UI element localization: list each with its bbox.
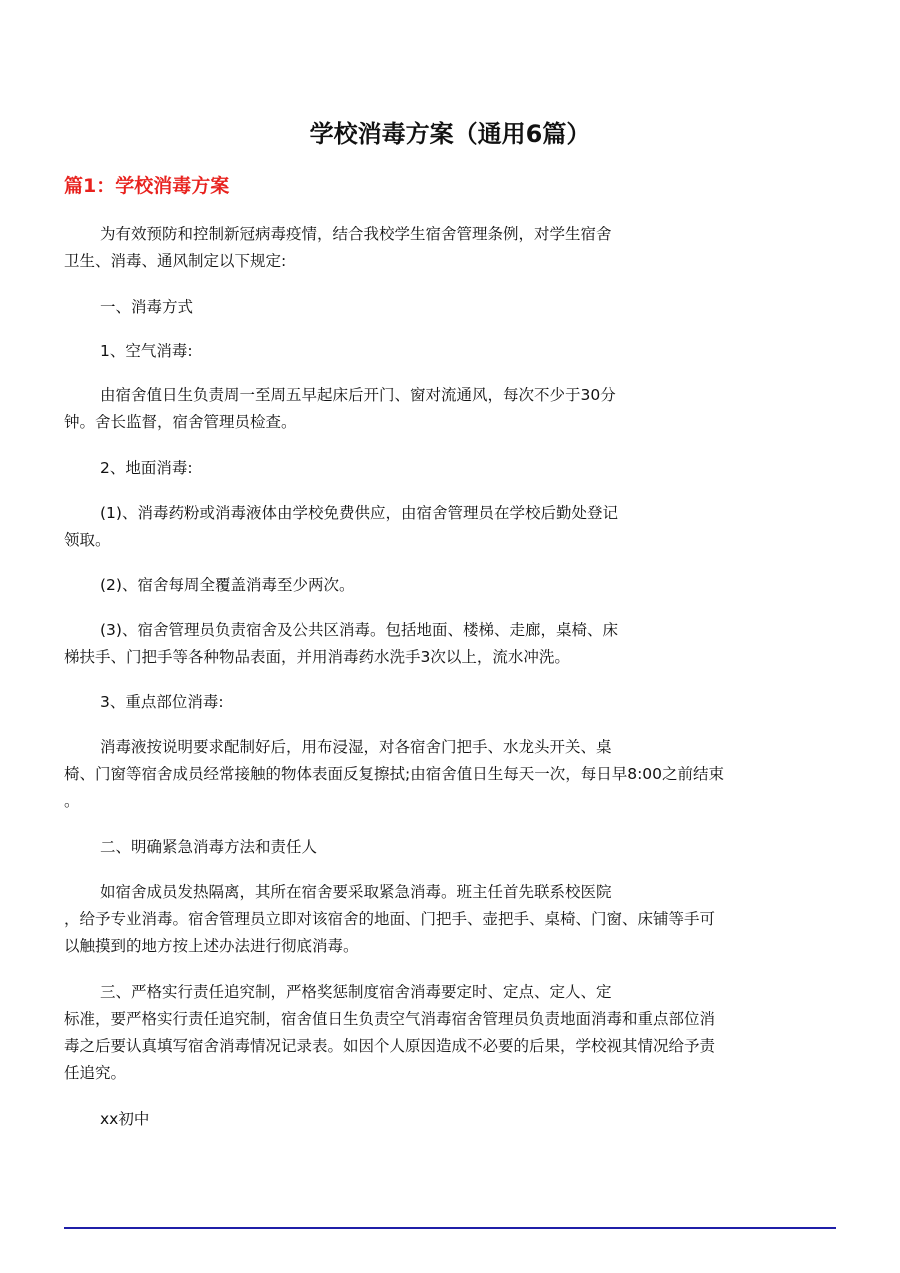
paragraph-line: 领取。: [64, 531, 111, 549]
paragraph-emergency: [64, 879, 836, 960]
paragraph-line: 1、空气消毒:: [100, 342, 193, 360]
heading-key-area-disinfection: [64, 689, 836, 716]
paragraph-line: (3)、宿舍管理员负责宿舍及公共区消毒。包括地面、楼梯、走廊，桌椅、床: [100, 621, 618, 639]
paragraph-line: 2、地面消毒:: [100, 459, 193, 477]
document-title: 学校消毒方案（通用6篇）: [309, 120, 591, 148]
section-heading: 篇1：学校消毒方案: [64, 175, 230, 197]
paragraph-signature: [64, 1106, 836, 1133]
paragraph-line: (2)、宿舍每周全覆盖消毒至少两次。: [100, 576, 355, 594]
paragraph-line: 椅、门窗等宿舍成员经常接触的物体表面反复擦拭;由宿舍值日生每天一次，每日早8:00之前结束: [64, 765, 725, 783]
paragraph-floor-item-1: [64, 500, 836, 554]
paragraph-line: 钟。舍长监督，宿舍管理员检查。: [64, 413, 297, 431]
paragraph-line: 以触摸到的地方按上述办法进行彻底消毒。: [64, 937, 359, 955]
paragraph-line: 如宿舍成员发热隔离，其所在宿舍要采取紧急消毒。班主任首先联系校医院: [100, 883, 612, 901]
paragraph-line: 三、严格实行责任追究制，严格奖惩制度宿舍消毒要定时、定点、定人、定: [100, 983, 612, 1001]
paragraph-line: 一、消毒方式: [100, 298, 194, 316]
heading-disinfection-methods: [64, 294, 836, 321]
paragraph-line: (1)、消毒药粉或消毒液体由学校免费供应，由宿舍管理员在学校后勤处登记: [100, 504, 618, 522]
paragraph-line: 3、重点部位消毒:: [100, 693, 224, 711]
paragraph-line: xx初中: [100, 1110, 150, 1128]
footer-divider: [64, 1227, 836, 1229]
paragraph-line: 由宿舍值日生负责周一至周五早起床后开门、窗对流通风，每次不少于30分: [100, 386, 616, 404]
paragraph-key-area: [64, 734, 836, 815]
paragraph-line: 为有效预防和控制新冠病毒疫情，结合我校学生宿舍管理条例，对学生宿舍: [100, 225, 612, 243]
paragraph-accountability: [64, 979, 836, 1087]
paragraph-line: 卫生、消毒、通风制定以下规定:: [64, 252, 287, 270]
paragraph-intro: [64, 221, 836, 275]
paragraph-floor-item-2: [64, 572, 836, 599]
heading-floor-disinfection: [64, 455, 836, 482]
heading-emergency-disinfection: [64, 834, 836, 861]
paragraph-line: 标准，要严格实行责任追究制，宿舍值日生负责空气消毒宿舍管理员负责地面消毒和重点部位消: [64, 1010, 716, 1028]
paragraph-line: 二、明确紧急消毒方法和责任人: [100, 838, 318, 856]
paragraph-line: 毒之后要认真填写宿舍消毒情况记录表。如因个人原因造成不必要的后果，学校视其情况给予责: [64, 1037, 716, 1055]
paragraph-line: 。: [64, 792, 80, 810]
paragraph-line: ，给予专业消毒。宿舍管理员立即对该宿舍的地面、门把手、壶把手、桌椅、门窗、床铺等手可: [64, 910, 716, 928]
paragraph-air-ventilation: [64, 382, 836, 436]
paragraph-line: 消毒液按说明要求配制好后，用布浸湿，对各宿舍门把手、水龙头开关、桌: [100, 738, 612, 756]
paragraph-floor-item-3: [64, 617, 836, 671]
paragraph-line: 梯扶手、门把手等各种物品表面，并用消毒药水洗手3次以上，流水冲洗。: [64, 648, 570, 666]
paragraph-line: 任追究。: [64, 1064, 127, 1082]
heading-air-disinfection: [64, 338, 836, 365]
